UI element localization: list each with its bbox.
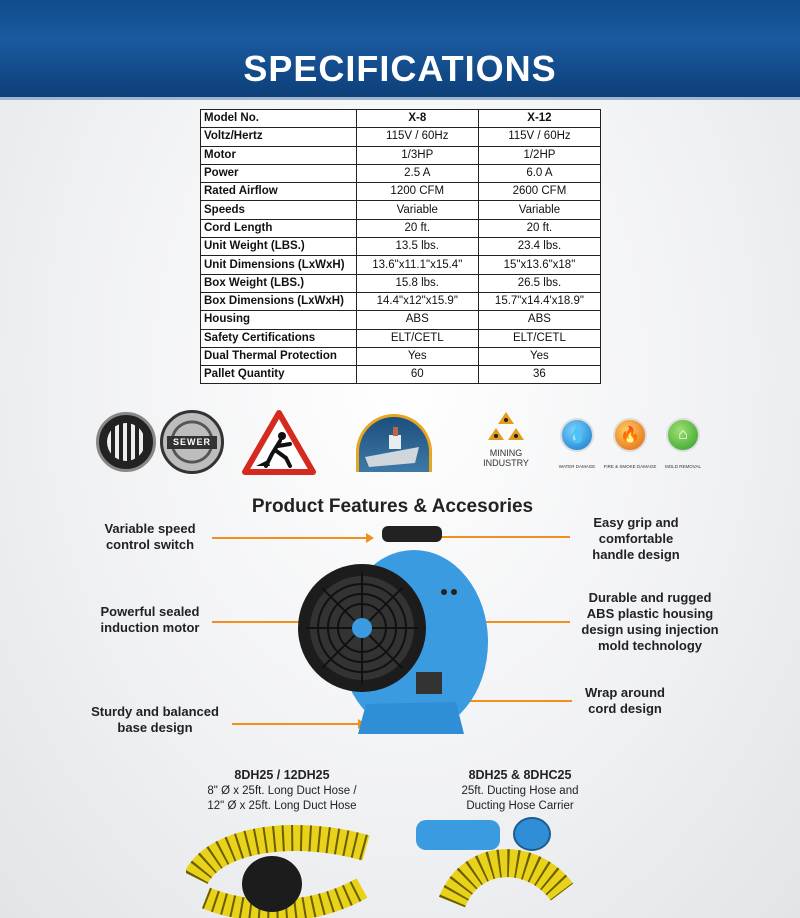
header-banner — [0, 0, 800, 100]
fire-damage-caption: FIRE & SMOKE DAMAGE — [603, 464, 657, 469]
accessory-model: 8DH25 / 12DH25 — [234, 768, 330, 782]
spec-label: Dual Thermal Protection — [201, 347, 357, 365]
page-title: SPECIFICATIONS — [243, 48, 557, 89]
column-header: Model No. — [201, 110, 357, 128]
spec-value: ABS — [478, 311, 600, 329]
spec-label: Power — [201, 164, 357, 182]
table-row — [201, 183, 601, 201]
spec-label: Voltz/Hertz — [201, 128, 357, 146]
spec-label: Box Weight (LBS.) — [201, 274, 357, 292]
table-row — [201, 201, 601, 219]
table-row — [201, 128, 601, 146]
spec-value: 6.0 A — [478, 164, 600, 182]
spec-value: 26.5 lbs. — [478, 274, 600, 292]
spec-value: Variable — [356, 201, 478, 219]
feature-easy-grip: Easy grip and comfortable handle design — [592, 515, 680, 562]
sewer-label: SEWER — [167, 436, 217, 449]
spec-label: Unit Dimensions (LxWxH) — [201, 256, 357, 274]
water-drop-icon: 💧 — [560, 418, 594, 452]
spec-value: Yes — [356, 347, 478, 365]
hose-carrier-image — [412, 812, 582, 918]
accessory-desc: 8" Ø x 25ft. Long Duct Hose / — [207, 785, 357, 797]
spec-value: 60 — [356, 366, 478, 384]
spec-label: Speeds — [201, 201, 357, 219]
spec-label: Motor — [201, 146, 357, 164]
road-work-icon — [242, 410, 316, 476]
accessory-desc: 12" Ø x 25ft. Long Duct Hose — [207, 800, 357, 812]
table-row — [201, 292, 601, 310]
mold-removal-caption: MOLD REMOVAL — [665, 464, 701, 469]
spec-value: 115V / 60Hz — [356, 128, 478, 146]
table-row — [201, 311, 601, 329]
spec-value: 15"x13.6"x18" — [478, 256, 600, 274]
table-row — [201, 366, 601, 384]
spec-label: Housing — [201, 311, 357, 329]
table-row — [201, 238, 601, 256]
feature-cord-wrap: Wrap around cord design — [585, 685, 665, 716]
spec-value: ELT/CETL — [478, 329, 600, 347]
table-row — [201, 329, 601, 347]
spec-value: 15.8 lbs. — [356, 274, 478, 292]
spec-value: 23.4 lbs. — [478, 238, 600, 256]
spec-value: 13.6"x11.1"x15.4" — [356, 256, 478, 274]
fire-icon: 🔥 — [613, 418, 647, 452]
accessory-model: 8DH25 & 8DHC25 — [468, 768, 572, 782]
feature-variable-speed: Variable speed control switch — [104, 521, 196, 552]
accessory-caption — [172, 768, 392, 814]
spec-value: 20 ft. — [356, 219, 478, 237]
spec-table — [200, 109, 601, 384]
duct-hose-image — [186, 818, 386, 918]
spec-label: Safety Certifications — [201, 329, 357, 347]
house-icon: ⌂ — [666, 418, 700, 452]
spec-value: 1/3HP — [356, 146, 478, 164]
mining-icon — [484, 410, 528, 474]
spec-value: 36 — [478, 366, 600, 384]
spec-value: 2600 CFM — [478, 183, 600, 201]
spec-value: ABS — [356, 311, 478, 329]
features-title: Product Features & Accesories — [251, 496, 534, 517]
mining-label: MINING INDUSTRY — [483, 448, 529, 468]
spec-value: 1200 CFM — [356, 183, 478, 201]
spec-value: 20 ft. — [478, 219, 600, 237]
table-row — [201, 274, 601, 292]
spec-label: Box Dimensions (LxWxH) — [201, 292, 357, 310]
spec-label: Rated Airflow — [201, 183, 357, 201]
table-row — [201, 219, 601, 237]
table-header-row — [201, 110, 601, 128]
table-row — [201, 256, 601, 274]
fan-product-image — [296, 522, 506, 742]
feature-sealed-motor: Powerful sealed induction motor — [100, 604, 200, 635]
ship-icon — [356, 414, 432, 472]
spec-value: 14.4"x12"x15.9" — [356, 292, 478, 310]
accessory-caption — [420, 768, 620, 814]
spec-label: Cord Length — [201, 219, 357, 237]
storm-drain-icon — [96, 412, 156, 472]
spec-value: Variable — [478, 201, 600, 219]
column-header: X-8 — [356, 110, 478, 128]
spec-value: 115V / 60Hz — [478, 128, 600, 146]
water-damage-caption: WATER DAMAGE — [558, 464, 596, 469]
feature-abs-housing: Durable and rugged ABS plastic housing design using injection mold technology — [581, 590, 719, 653]
spec-value: 1/2HP — [478, 146, 600, 164]
sewer-cover-icon — [160, 410, 224, 474]
accessory-desc: Ducting Hose Carrier — [466, 800, 574, 812]
spec-value: 15.7"x14.4'x18.9" — [478, 292, 600, 310]
table-row — [201, 146, 601, 164]
accessory-desc: 25ft. Ducting Hose and — [461, 785, 579, 797]
column-header: X-12 — [478, 110, 600, 128]
table-row — [201, 347, 601, 365]
spec-value: 13.5 lbs. — [356, 238, 478, 256]
spec-label: Pallet Quantity — [201, 366, 357, 384]
spec-label: Unit Weight (LBS.) — [201, 238, 357, 256]
spec-value: ELT/CETL — [356, 329, 478, 347]
spec-value: 2.5 A — [356, 164, 478, 182]
table-row — [201, 164, 601, 182]
spec-value: Yes — [478, 347, 600, 365]
feature-base: Sturdy and balanced base design — [91, 704, 219, 735]
